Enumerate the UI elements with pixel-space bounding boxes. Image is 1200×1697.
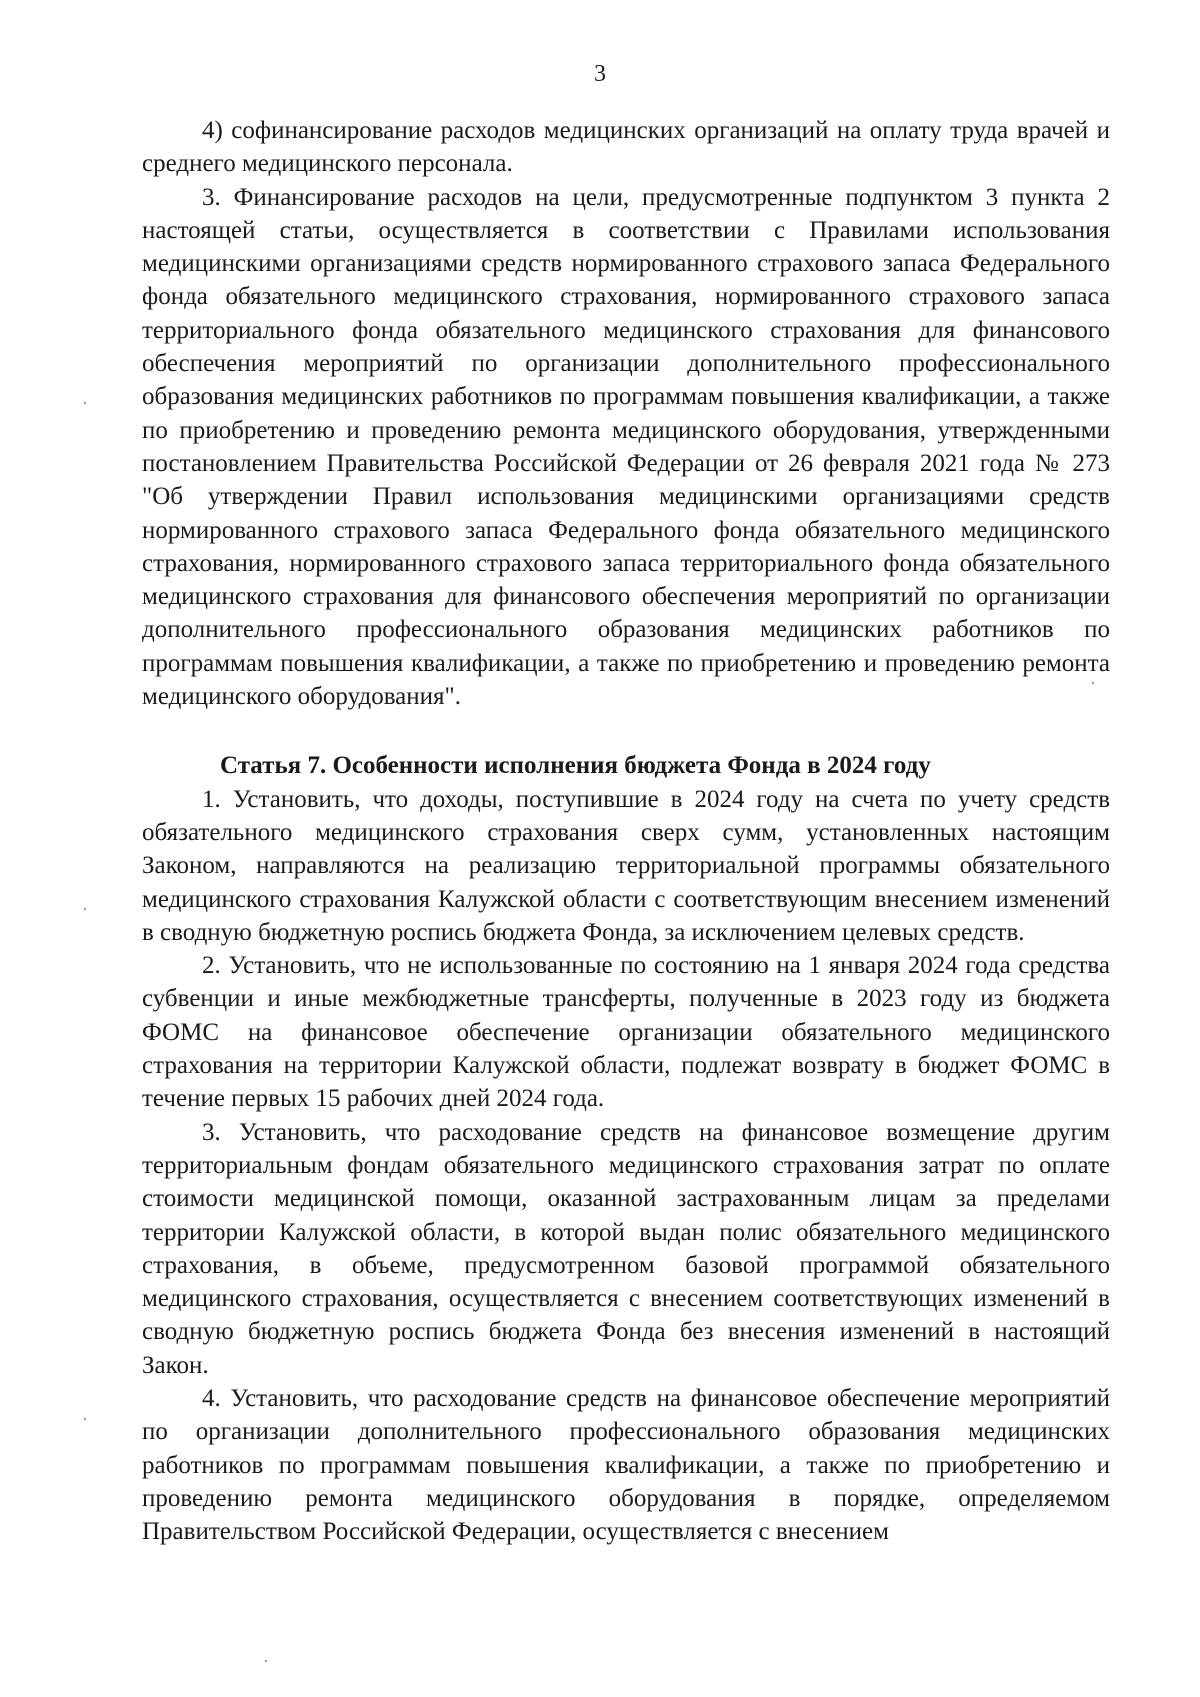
paragraph-subitem-4: 4) софинансирование расходов медицинских организаций на оплату труда врачей и среднего медицинского персонала. <box>142 117 1110 178</box>
scan-speck <box>265 1660 267 1662</box>
scan-speck <box>84 908 86 910</box>
scan-speck <box>84 1418 86 1420</box>
article-7-paragraph-1: 1. Установить, что доходы, поступившие в 2024 году на счета по учету средств обязательного медицинского страхования сверх сумм, установленных настоящим Законом, направляются на реализацию территориальной программы обязательного медицинского страхования Калужской области с соответствующим внесением изменений в сводную бюджетную роспись бюджета Фонда, за исключением целевых средств. <box>142 785 1110 946</box>
article-7-paragraph-3: 3. Установить, что расходование средств на финансовое возмещение другим территориальным фондам обязательного медицинского страхования затрат по оплате стоимости медицинской помощи, оказанной застрахованным лицам за пределами территории Калужской области, в которой выдан полис обязательного медицинского страхования, в объеме, предусмотренном базовой программой обязательного медицинского страхования, осуществляется с внесением соответствующих изменений в сводную бюджетную роспись бюджета Фонда без внесения изменений в настоящий Закон. <box>142 1118 1110 1379</box>
article-7-heading: Статья 7. Особенности исполнения бюджета Фонда в 2024 году <box>220 752 931 780</box>
scan-speck <box>1092 682 1094 684</box>
scan-speck <box>84 402 86 404</box>
paragraph-clause-3: 3. Финансирование расходов на цели, предусмотренные подпунктом 3 пункта 2 настоящей статьи, осуществляется в соответствии с Правилами использования медицинскими организациями средств нормированного страхового запаса Федерального фонда обязательного медицинского страхования, нормированного страхового запаса территориального фонда обязательного медицинского страхования для финансового обеспечения мероприятий по организации дополнительного профессионального образования медицинских работников по программам повышения квалификации, а также по приобретению и проведению ремонта медицинского оборудования, утвержденными постановлением Правительства Российской Федерации от 26 февраля 2021 года № 273 "Об утверждении Правил использования медицинскими организациями средств нормированного страхового запаса Федерального фонда обязательного медицинского страхования, нормированного страхового запаса территориального фонда обязательного медицинского страхования для финансового обеспечения мероприятий по организации дополнительного профессионального образования медицинских работников по программам повышения квалификации, а также по приобретению и проведению ремонта медицинского оборудования". <box>142 183 1110 711</box>
document-body <box>142 114 1110 1548</box>
page-number: 3 <box>594 61 606 87</box>
article-7-paragraph-4: 4. Установить, что расходование средств на финансовое обеспечение мероприятий по организации дополнительного профессионального образования медицинских работников по программам повышения квалификации, а также по приобретению и проведению ремонта медицинского оборудования в порядке, определяемом Правительством Российской Федерации, осуществляется с внесением <box>142 1384 1110 1546</box>
article-7-paragraph-2: 2. Установить, что не использованные по состоянию на 1 января 2024 года средства субвенции и иные межбюджетные трансферты, полученные в 2023 году из бюджета ФОМС на финансовое обеспечение организации обязательного медицинского страхования на территории Калужской области, подлежат возврату в бюджет ФОМС в течение первых 15 рабочих дней 2024 года. <box>142 952 1110 1113</box>
